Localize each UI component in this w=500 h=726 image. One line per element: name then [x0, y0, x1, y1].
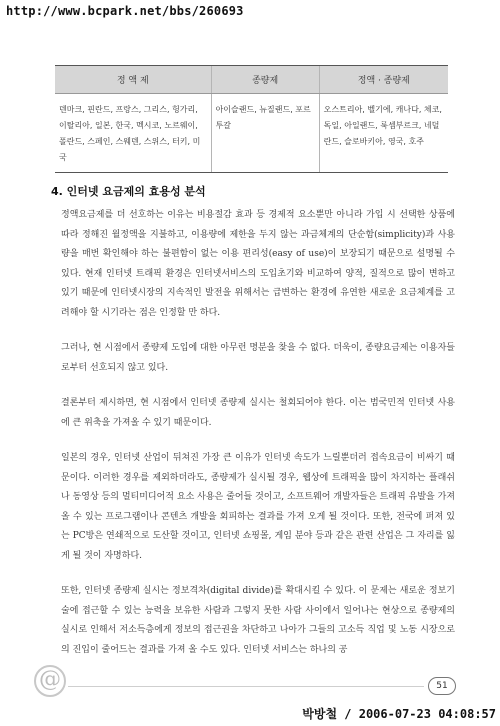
author-timestamp: 박방철 / 2006-07-23 04:08:57 [302, 707, 496, 721]
paragraph: 정액요금제를 더 선호하는 이유는 비용절감 효과 등 경제적 요소뿐만 아니라 가입 시 선택한 상품에 따라 정해진 월정액을 지불하고, 이용량에 제한을 두지 않는 과금체계의 단순함(simplicity)과 사용량을 매번 확인해야 하는 불편함이 없는 이용 편리성(easy of use)이 보장되기 때문으로 설명될 수 있다. 현재 인터넷 트래픽 환경은 인터넷서비스의 도입초기와 비교하여 양적, 질적으로 많이 변하고 있기 때문에 인터넷시장의 지속적인 발전을 위해서는 급변하는 환경에 유연한 새로운 요금체계를 고려해야 할 시기라는 점은 인정할 만 하다. [61, 210, 455, 318]
column-header-flat-rate: 정 액 제 [55, 66, 211, 94]
rate-plan-table [55, 65, 448, 173]
table-row [55, 94, 448, 173]
at-logo-icon: @ [34, 665, 66, 697]
mixed-countries: 오스트리아, 벨기에, 캐나다, 체코, 독일, 아일랜드, 룩셈부르크, 네덜란드, 슬로바키아, 영국, 호주 [319, 94, 448, 173]
section-heading: 4. 인터넷 요금제의 효용성 분석 [51, 185, 206, 198]
paragraph: 또한, 인터넷 종량제 실시는 정보격차(digital divide)를 확대시킬 수 있다. 이 문제는 새로운 정보기술에 접근할 수 있는 능력을 보유한 사람과 그렇지 못한 사람 사이에서 일어나는 현상으로 종량제의 실시로 인해서 저소득층에게 정보의 접근권을 차단하고 나아가 그들의 고소득 직업 및 노동 시장으로의 진입이 줄어드는 결과를 가져 올 수도 있다. 인터넷 서비스는 하나의 공 [61, 586, 455, 655]
footer-divider [68, 686, 424, 687]
paragraph: 그러나, 현 시점에서 종량제 도입에 대한 아무런 명분을 찾을 수 없다. 더욱이, 종량요금제는 이용자들로부터 선호되지 않고 있다. [61, 343, 455, 373]
flat-rate-countries: 덴마크, 핀란드, 프랑스, 그리스, 헝가리, 이탈리아, 일본, 한국, 멕시코, 노르웨이, 폴란드, 스페인, 스웨덴, 스위스, 터키, 미국 [55, 94, 211, 173]
paragraph: 일본의 경우, 인터넷 산업이 뒤쳐진 가장 큰 이유가 인터넷 속도가 느릴뿐더러 접속요금이 비싸기 때문이다. 이러한 경우를 제외하더라도, 종량제가 실시될 경우, 웹상에 트래픽을 많이 차지하는 플래쉬나 동영상 등의 멀티미디어적 요소 사용은 줄어들 것이고, 소프트웨어 개발자들은 트래픽 유발을 가져올 수 있는 프로그램이나 콘텐츠 개발을 회피하는 결과를 가져 오게 될 것이다. 또한, 전국에 퍼져 있는 PC방은 연쇄적으로 도산할 것이고, 인터넷 쇼핑몰, 게임 분야 등과 같은 관련 산업은 그 자리를 잃게 될 것이 자명하다. [61, 453, 455, 561]
metered-countries: 아이슬랜드, 뉴질랜드, 포르투갈 [211, 94, 319, 173]
column-header-mixed: 정액 · 종량제 [319, 66, 448, 94]
url-watermark: http://www.bcpark.net/bbs/260693 [6, 4, 244, 18]
column-header-metered: 종량제 [211, 66, 319, 94]
paragraph: 결론부터 제시하면, 현 시점에서 인터넷 종량제 실시는 철회되어야 한다. 이는 범국민적 인터넷 사용에 큰 위축을 가져올 수 있기 때문이다. [61, 398, 455, 428]
table-header-row [55, 66, 448, 94]
section-body [61, 206, 455, 676]
page-number: 51 [428, 677, 456, 695]
